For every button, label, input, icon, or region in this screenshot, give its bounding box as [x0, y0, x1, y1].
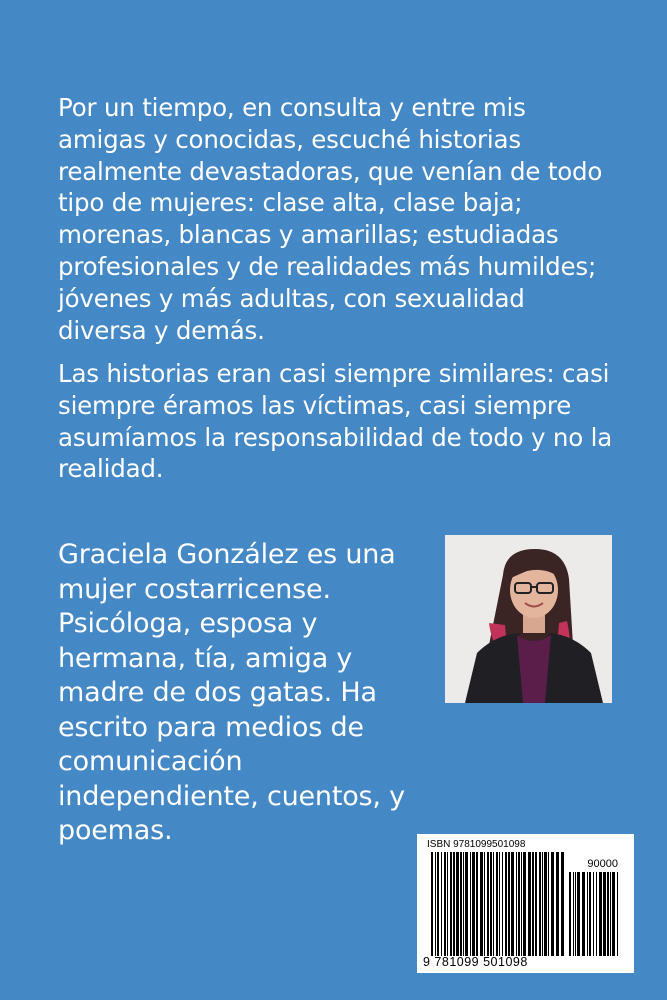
barcode-stripe — [472, 852, 475, 956]
price-code: 90000 — [587, 858, 618, 870]
barcode-stripe — [476, 852, 478, 956]
barcode-stripe — [539, 852, 541, 956]
barcode-stripe — [542, 852, 543, 956]
barcode-stripe — [444, 852, 446, 956]
barcode-stripe — [518, 852, 520, 956]
barcode-stripe — [610, 872, 611, 956]
barcode-stripe — [577, 872, 580, 956]
author-photo — [445, 535, 612, 703]
barcode-stripe — [502, 852, 503, 956]
isbn-label: ISBN 9781099501098 — [427, 839, 526, 850]
barcode-digits: 9 781099 501098 — [423, 955, 528, 969]
barcode-stripe — [490, 852, 492, 956]
barcode-stripe — [437, 852, 439, 956]
barcode-stripe — [484, 852, 485, 956]
barcode-stripe — [431, 852, 433, 956]
barcode-stripe — [575, 872, 576, 956]
barcode-stripe — [470, 852, 471, 956]
blurb-paragraph-1: Por un tiempo, en consulta y entre mis amigas y conocidas, escuché historias realmente devastadoras, que venían de todo tipo de mujeres: clase alta, clase baja; morenas, blancas y amarillas; estudiadas profesionales y de realidades más humildes; jóvenes y más adultas, con sexualidad diversa y demás. — [58, 93, 603, 345]
barcode-stripe — [617, 872, 618, 956]
barcode-stripe — [587, 872, 588, 956]
barcode-stripe — [593, 872, 594, 956]
barcode-stripe — [493, 852, 494, 956]
barcode-stripe — [505, 852, 507, 956]
barcode-stripe — [528, 852, 531, 956]
barcode-stripe — [612, 872, 615, 956]
barcode-stripe — [463, 852, 464, 956]
barcode-stripe — [548, 852, 549, 956]
barcode-stripe — [450, 852, 452, 956]
barcode-stripe — [456, 852, 459, 956]
barcode-stripe — [573, 872, 574, 956]
barcode-stripe — [607, 872, 609, 956]
barcode-stripe — [544, 852, 547, 956]
barcode-stripe — [508, 852, 510, 956]
barcode-stripe — [465, 852, 468, 956]
barcode-stripe — [582, 872, 585, 956]
author-bio: Graciela González es una mujer costarricense. Psicóloga, esposa y hermana, tía, amiga y madre de dos gatas. Ha escrito para medios de comunicación independiente, cuentos, y poemas. — [58, 539, 405, 846]
barcode-stripe — [487, 852, 489, 956]
barcode-stripe — [521, 852, 522, 956]
barcode-stripe — [561, 852, 564, 956]
barcode-stripe — [435, 852, 436, 956]
barcode-stripe — [556, 852, 559, 956]
barcode-stripe — [480, 852, 483, 956]
barcode-stripe — [569, 872, 571, 956]
barcode-stripe — [596, 872, 597, 956]
barcode-stripe — [511, 852, 514, 956]
barcode-stripe — [460, 852, 462, 956]
barcode-addon-bars — [569, 872, 621, 956]
barcode-stripe — [551, 852, 554, 956]
barcode-stripe — [447, 852, 448, 956]
barcode-stripe — [499, 852, 500, 956]
barcode-stripe — [535, 852, 537, 956]
barcode-stripe — [496, 852, 498, 956]
blurb-paragraph-2: Las historias eran casi siempre similares: casi siempre éramos las víctimas, casi siempre asumíamos la responsabilidad de todo y no la realidad. — [58, 359, 613, 484]
barcode-stripe — [532, 852, 534, 956]
barcode-stripe — [599, 872, 602, 956]
barcode-stripe — [523, 852, 526, 956]
barcode-stripe — [589, 872, 591, 956]
isbn-barcode — [417, 834, 634, 973]
barcode-stripe — [441, 852, 442, 956]
barcode-stripe — [516, 852, 517, 956]
barcode-bars — [431, 852, 567, 956]
barcode-stripe — [453, 852, 455, 956]
barcode-stripe — [603, 872, 606, 956]
